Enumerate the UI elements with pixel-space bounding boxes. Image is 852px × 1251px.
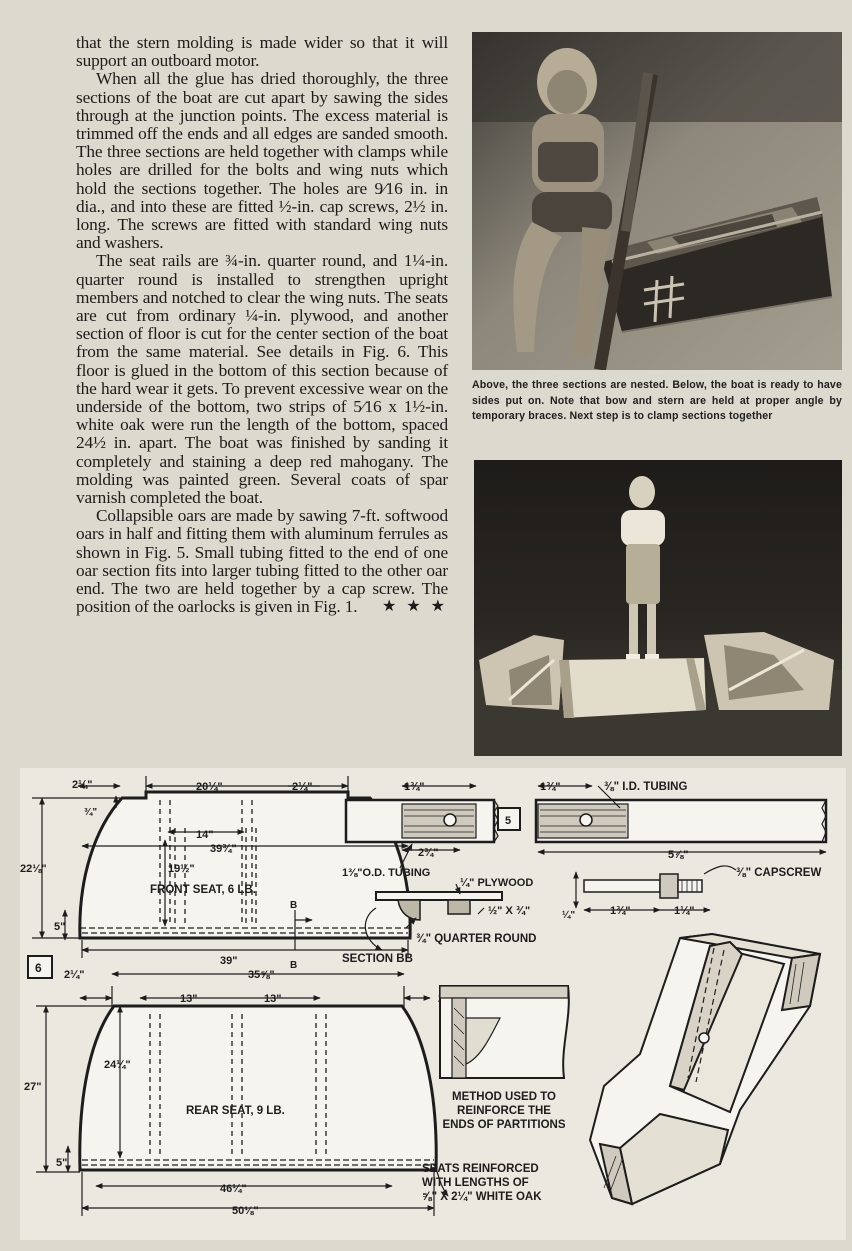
paragraph-4-text: Collapsible oars are made by sawing 7-ft. softwood oars in half and fitting them with aluminum ferrules as shown in Fig. 5. Small tubing fitted to the end of one oar section fits into larger tubing fitted to the other oar end. The two are held together by a cap screw. The position of the oarlocks is given in Fig. 1.	[76, 506, 448, 617]
front-dim-bottom: 39"	[220, 955, 238, 967]
fig5-capscrew: ⅜" CAPSCREW	[736, 867, 822, 879]
seats-note-line-1: SEATS REINFORCED	[422, 1163, 539, 1175]
rear-dim-b: 13"	[264, 993, 282, 1005]
fig5-od-tubing: 1⅜"O.D. TUBING	[342, 867, 431, 879]
front-dim-side: 5"	[54, 921, 66, 933]
front-seat-title: FRONT SEAT, 6 LB.	[150, 884, 256, 896]
fig5-dim-e: ¼"	[562, 910, 576, 921]
fig5-dim-d: 5⅞"	[668, 849, 689, 861]
front-dim-left-margin: 2¼"	[72, 779, 93, 791]
fig6-number: 6	[35, 961, 42, 975]
article-text	[76, 34, 448, 617]
construction-diagram	[20, 768, 846, 1240]
fig5-dim-f: 1¾"	[610, 905, 631, 917]
section-bb-strip: ½" X ¾"	[488, 905, 531, 917]
paragraph-2: When all the glue has dried thoroughly, the three sections of the boat are cut apart by sawing the sides through at the junction points. The excess material is trimmed off the ends and all edges are sanded smooth. The three sections are held together with clamps while holes are drilled for the bolts and wing nuts which hold the sections together. The holes are 9⁄16 in. in dia., and into these are fitted ½-in. cap screws, 2½ in. long. The screws are fitted with standard wing nuts and washers.	[76, 69, 448, 253]
end-mark: ★ ★ ★	[381, 598, 448, 616]
rear-dim-bottom: 50⅛"	[232, 1205, 259, 1217]
paragraph-4	[76, 507, 448, 616]
section-mark-bottom: B	[290, 960, 298, 971]
rear-dim-top: 35⅝"	[248, 969, 275, 981]
fig5-number: 5	[505, 815, 512, 827]
section-bb-plywood: ¼" PLYWOOD	[460, 877, 534, 889]
rear-dim-inner: 24¼"	[104, 1059, 131, 1071]
rear-dim-a: 13"	[180, 993, 198, 1005]
section-mark-top: B	[290, 900, 298, 911]
rear-dim-height: 27"	[24, 1081, 42, 1093]
fig5-id-tubing: ⅜" I.D. TUBING	[604, 781, 688, 793]
seats-note-line-2: WITH LENGTHS OF	[422, 1177, 529, 1189]
front-dim-center: 19½"	[168, 863, 195, 875]
fig5-dim-a: 1¾"	[404, 781, 425, 793]
paragraph-1: that the stern molding is made wider so that it will support an outboard motor.	[76, 33, 448, 71]
rear-dim-bottom-inner: 46¼"	[220, 1183, 247, 1195]
front-dim-top: 20¼"	[196, 781, 223, 793]
photo-nested-sections	[472, 32, 842, 370]
method-note-line-3: ENDS OF PARTITIONS	[442, 1119, 566, 1131]
paragraph-3: The seat rails are ¾-in. quarter round, and 1¼-in. quarter round is installed to strengthen upright members and notched to clear the wing nuts. The seats are cut from ordinary ¼-in. plywood, and another section of floor is cut for the center section of the boat from the same material. See details in Fig. 6. This floor is glued in the bottom of this section because of the hard wear it gets. To prevent excessive wear on the underside of the bottom, two strips of 5⁄16 x 1½-in. white oak were run the length of the bottom, spaced 24½ in. apart. The boat was finished by sanding it completely and staining a deep red mahogany. The molding was painted green. Several coats of spar varnish completed the boat.	[76, 251, 448, 508]
front-dim-inner: 14"	[196, 829, 214, 841]
fig5-dim-b: 1¾"	[540, 781, 561, 793]
front-dim-right-margin: 2¼"	[292, 781, 313, 793]
front-dim-height: 22⅛"	[20, 863, 47, 875]
photo-sections-laid-out	[474, 460, 842, 756]
method-note-line-1: METHOD USED TO	[452, 1091, 556, 1103]
front-dim-rise: ¾"	[84, 807, 98, 818]
rear-seat-title: REAR SEAT, 9 LB.	[186, 1105, 285, 1117]
partition-reinforcement-detail	[440, 986, 569, 1078]
front-dim-mid: 39¾"	[210, 843, 237, 855]
section-bb-quarter-round: ¾" QUARTER ROUND	[416, 933, 537, 945]
fig5-dim-c: 2¾"	[418, 847, 439, 859]
rear-dim-left-margin: 2¼"	[64, 969, 85, 981]
photo-caption: Above, the three sections are nested. Below, the boat is ready to have sides put on. Note that bow and stern are held at proper angle by temporary braces. Next step is to clamp sections together	[472, 379, 842, 422]
method-note-line-2: REINFORCE THE	[457, 1105, 551, 1117]
fig5-dim-g: 1¼"	[674, 905, 695, 917]
seats-note-line-3: ⅝" X 2¼" WHITE OAK	[422, 1191, 542, 1203]
section-bb-label: SECTION BB	[342, 953, 413, 965]
rear-dim-side: 5"	[56, 1157, 68, 1169]
